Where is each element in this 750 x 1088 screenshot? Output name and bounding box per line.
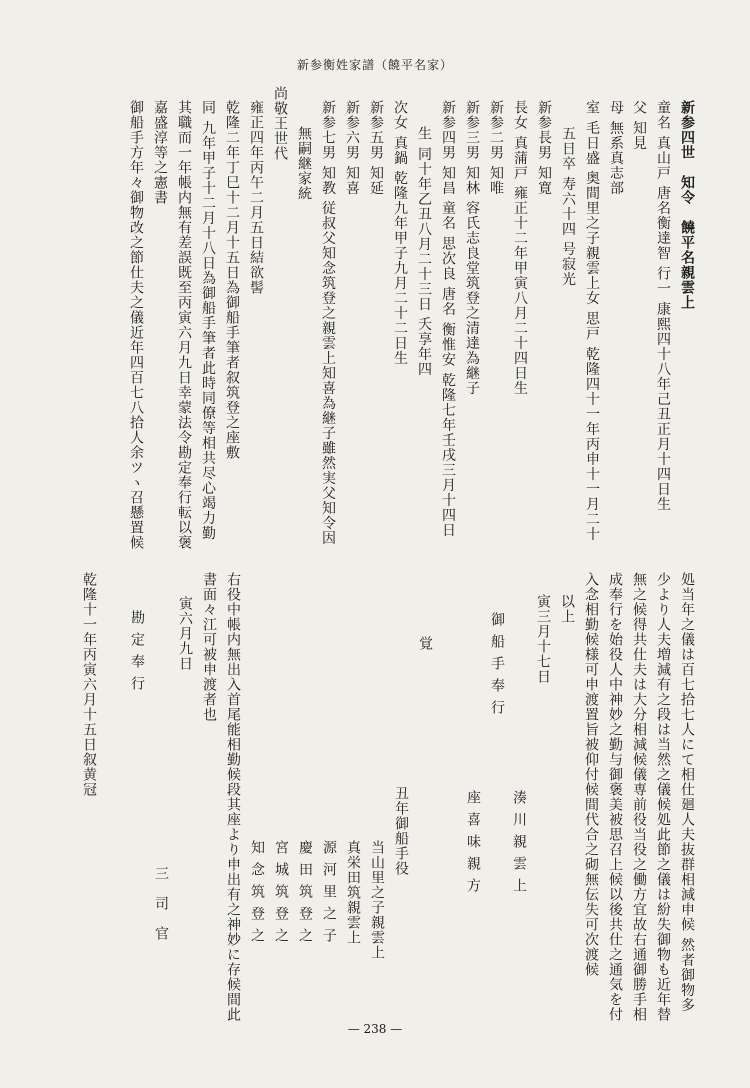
text-column: 父 知見 <box>631 100 647 151</box>
text-column: 雍正四年丙午二月五日結欲髻 <box>248 100 264 295</box>
signature-title: 御船手奉行 <box>489 612 505 722</box>
text-column: 少より人夫増減有之段は当然之儀候処此節之儀は紛失御物も近年替 <box>655 572 671 1022</box>
text-column: 乾隆十一年丙寅六月十五日叙黄冠 <box>81 572 97 797</box>
text-column: 無之候得共仕夫は大分相減候儀専前役当役之働方宜故右通御勝手相 <box>631 572 647 1022</box>
text-column: 嘉盛淳等之憲書 <box>152 100 168 205</box>
officer-name: 当山里之子親雲上 <box>369 840 385 960</box>
text-column: 新参長男 知寛 <box>536 100 552 196</box>
text-column: 尚敬王世代 <box>272 86 288 161</box>
officer-name: 知念筑登之 <box>249 840 265 950</box>
officer-name: 源河里之子 <box>321 840 337 950</box>
officer-name: 慶田筑登之 <box>297 840 313 950</box>
text-column: 右役中帳内無出入首尾能相勤候段其座より申出有之神妙に存候間此 <box>225 572 241 1022</box>
text-column: 新参二男 知唯 <box>488 100 504 196</box>
signature-name: 湊川親雲上 <box>511 790 527 900</box>
document-heading: 覚 <box>417 636 433 651</box>
text-column: 新参五男 知延 <box>368 100 384 196</box>
text-column: 以上 <box>559 594 575 624</box>
text-column: 新参六男 知喜 <box>344 100 360 196</box>
text-column: 次女 真鍋 乾隆九年甲子九月二十二日生 <box>392 100 408 366</box>
text-column: 母 無系真志部 <box>608 100 624 196</box>
text-column: 乾隆二年丁巳十二月十五日為御船手筆者叙筑登之座敷 <box>224 100 240 460</box>
list-heading: 丑年御船手役 <box>393 786 409 876</box>
officer-name: 宮城筑登之 <box>273 840 289 950</box>
running-header: 新参衡姓家譜（饒平名家） <box>296 58 453 72</box>
text-column: 新参四男 知昌 童名 思次良 唐名 衡惟安 乾隆七年壬戌三月十四日 <box>440 100 456 538</box>
signature-name: 座喜味親方 <box>465 790 481 900</box>
text-column: 新参四世 知令 饒平名親雲上 <box>679 100 695 310</box>
text-column: 書面々江可被申渡者也 <box>201 572 217 722</box>
text-column: 童名 真山戸 唐名衡達智 行一 康熙四十八年己丑正月十四日生 <box>655 100 671 512</box>
text-column: 同 九年甲子十二月十八日為御船手筆者此時同僚等相共尽心竭力勤 <box>200 100 216 541</box>
text-column: 新参三男 知林 容氏志良堂筑登之清達為継子 <box>464 100 480 396</box>
text-column: 五日卒 寿六十四 号寂光 <box>560 126 576 287</box>
text-column: 無嗣継家統 <box>296 126 312 201</box>
text-column: 長女 真蒲戸 雍正十二年甲寅八月二十四日生 <box>512 100 528 396</box>
text-column: 入念相勤候様可申渡置旨被仰付候間代合之砌無伝失可次渡候 <box>583 572 599 977</box>
signature-name: 三司官 <box>153 866 169 956</box>
page-number: — 238 — <box>347 1022 403 1036</box>
text-column: 寅三月十七日 <box>535 594 551 684</box>
text-column: 御船手方年々御物改之節仕夫之儀近年四百七八拾人余ツヽ召懸置候 <box>128 100 144 550</box>
text-column: 生 同十年乙丑八月二十三日 夭享年四 <box>416 126 432 377</box>
text-column: 室 毛日盛 奥間里之子親雲上女 思戸 乾隆四十一年丙申十一月二十 <box>584 100 600 542</box>
text-column: 成奉行を始役人中神妙之勤与御褒美被思召上候以後共仕之通気を付 <box>607 572 623 1022</box>
text-column: 其職而一年帳内無有差誤既至丙寅六月九日幸蒙法令勘定奉行転以褒 <box>176 100 192 550</box>
text-column: 寅六月九日 <box>177 596 193 671</box>
text-column: 新参七男 知教 従叔父知念筑登之親雲上知喜為継子雖然実父知令因 <box>320 100 336 546</box>
text-column: 処当年之儀は百七拾七人にて相仕廻人夫抜群相減申候 然者御物多 <box>679 572 695 1013</box>
officer-name: 真栄田筑親雲上 <box>345 840 361 945</box>
signature-title: 勘定奉行 <box>129 610 145 698</box>
